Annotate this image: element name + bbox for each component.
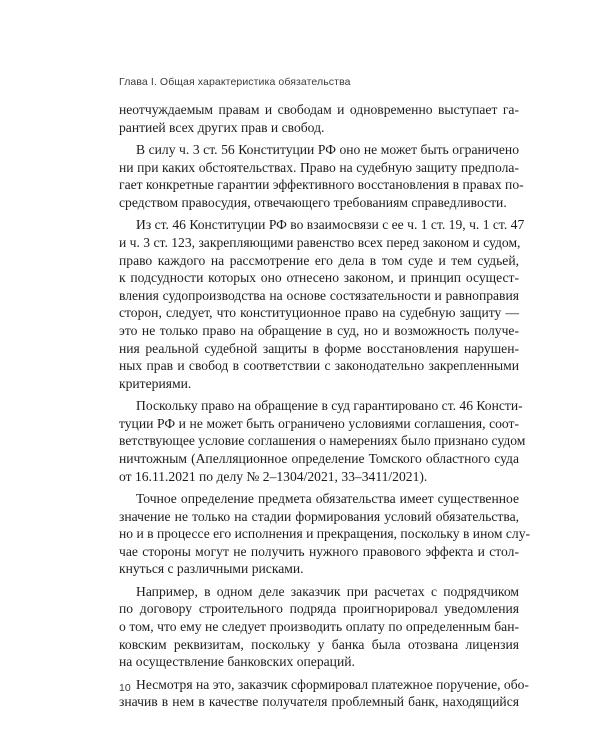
paragraph xyxy=(119,141,524,211)
text-line: право каждого на рассмотрение его дела в том суде и тем судьей, xyxy=(119,252,519,268)
text-line: но и в процессе его исполнения и прекращения, поскольку в ином слу- xyxy=(119,526,531,542)
text-line: неотчуждаемым правам и свободам и одновременно выступает га- xyxy=(119,102,519,117)
paragraph xyxy=(119,583,519,671)
text-line: Точное определение предмета обязательства имеет существенное xyxy=(136,491,519,507)
text-line: кнуться с различными рисками. xyxy=(119,561,304,577)
text-line: значив в нем в качестве получателя проблемный банк, находящийся xyxy=(119,694,519,710)
running-header: Глава I. Общая характеристика обязательства xyxy=(119,76,351,88)
text-line: Несмотря на это, заказчик сформировал платежное поручение, обо- xyxy=(136,676,529,692)
text-line: от 16.11.2021 по делу № 2–1304/2021, 33–3411/2021). xyxy=(119,468,428,484)
text-line: чае стороны могут не получить нужного правового эффекта и стол- xyxy=(119,543,519,559)
paragraph xyxy=(119,490,531,578)
paragraph xyxy=(119,676,529,711)
paragraph xyxy=(119,101,519,136)
text-line: Например, в одном деле заказчик при расчетах с подрядчиком xyxy=(136,583,519,599)
text-line: о том, что ему не следует производить оплату по определенным бан- xyxy=(119,619,519,635)
text-line: это не только право на обращение в суд, но и возможность получе- xyxy=(119,322,519,338)
text-line: рантией всех других прав и свобод. xyxy=(119,119,325,135)
text-line: гает конкретные гарантии эффективного восстановления в правах по- xyxy=(119,177,524,193)
text-line: ния реальной судебной защиты в форме восстановления нарушен- xyxy=(119,340,519,356)
text-line: ни при каких обстоятельствах. Право на судебную защиту предпола- xyxy=(119,159,519,175)
text-line: ничтожным (Апелляционное определение Томского областного суда xyxy=(119,450,519,466)
text-line: критериями. xyxy=(119,375,192,391)
body-text xyxy=(119,101,531,716)
text-line: ветствующее условие соглашения о намерениях было признано судом xyxy=(119,433,526,449)
text-line: В силу ч. 3 ст. 56 Конституции РФ оно не может быть ограничено xyxy=(136,142,519,158)
text-line: средством правосудия, отвечающего требованиям справедливости. xyxy=(119,194,507,210)
text-line: вления судопроизводства на основе состязательности и равноправия xyxy=(119,287,519,303)
text-line: по договору строительного подряда проигнорировал уведомления xyxy=(119,601,519,617)
text-line: ных прав и свобод в соответствии с законодательно закрепленными xyxy=(119,358,519,374)
paragraph xyxy=(119,397,526,485)
text-line: значение не только на стадии формирования условий обязательства, xyxy=(119,508,519,524)
text-line: к подсудности которых оно отнесено законом, и принцип осущест- xyxy=(119,270,519,286)
text-line: и ч. 3 ст. 123, закрепляющими равенство всех перед законом и судом, xyxy=(119,234,521,250)
page-number: 10 xyxy=(119,682,131,694)
paragraph xyxy=(119,216,525,392)
text-line: на осуществление банковских операций. xyxy=(119,654,355,670)
text-line: Поскольку право на обращение в суд гарантировано ст. 46 Консти- xyxy=(136,398,523,414)
text-line: сторон, следует, что конституционное право на судебную защиту — xyxy=(119,305,519,321)
text-line: Из ст. 46 Конституции РФ во взаимосвязи с ее ч. 1 ст. 19, ч. 1 ст. 47 xyxy=(136,217,525,233)
text-line: ковским реквизитам, поскольку у банка была отозвана лицензия xyxy=(119,636,519,652)
text-line: туции РФ и не может быть ограничено условиями соглашения, соот- xyxy=(119,415,519,431)
